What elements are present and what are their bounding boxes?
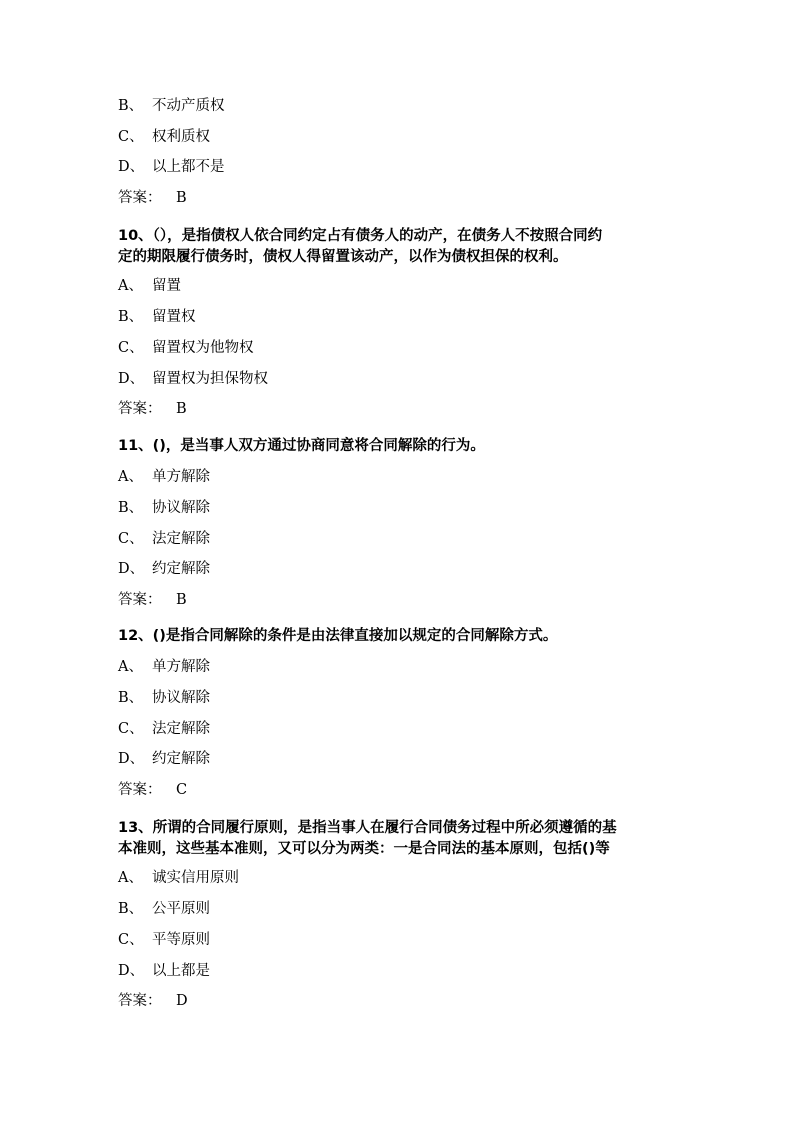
option-letter: C、: [118, 932, 144, 948]
option-d: [118, 961, 210, 981]
option-letter: A、: [118, 870, 143, 886]
option-letter: B、: [118, 309, 144, 325]
option-d: [118, 157, 225, 177]
option-letter: D、: [118, 561, 145, 577]
answer-label: 答案：: [118, 993, 162, 1009]
answer-label: 答案：: [118, 592, 162, 608]
option-text: 法定解除: [152, 531, 210, 547]
option-c: [118, 127, 210, 147]
option-letter: B、: [118, 901, 144, 917]
question-10-line-1: 10、（），是指债权人依合同约定占有债务人的动产，在债务人不按照合同约: [118, 228, 603, 244]
answer-line: [118, 399, 187, 419]
option-text: 留置权为担保物权: [152, 371, 268, 387]
answer-value: B: [176, 401, 187, 417]
question-11-line-1: 11、()，是当事人双方通过协商同意将合同解除的行为。: [118, 438, 485, 454]
answer-line: [118, 188, 187, 208]
option-text: 约定解除: [152, 751, 210, 767]
option-letter: D、: [118, 751, 145, 767]
option-letter: C、: [118, 129, 144, 145]
option-letter: D、: [118, 159, 145, 175]
option-letter: A、: [118, 469, 143, 485]
question-10-line-2: 定的期限履行债务时，债权人得留置该动产，以作为债权担保的权利。: [118, 249, 568, 265]
option-d: [118, 559, 210, 579]
option-b: [118, 96, 225, 116]
option-d: [118, 749, 210, 769]
option-a: [118, 276, 181, 296]
option-c: [118, 529, 210, 549]
option-letter: B、: [118, 690, 144, 706]
option-letter: B、: [118, 500, 144, 516]
answer-value: B: [176, 190, 187, 206]
option-a: [118, 868, 239, 888]
answer-value: B: [176, 592, 187, 608]
option-text: 公平原则: [152, 901, 210, 917]
answer-line: [118, 991, 188, 1011]
option-letter: C、: [118, 340, 144, 356]
question-13-line-2: 本准则，这些基本准则，又可以分为两类：一是合同法的基本原则，包括()等: [118, 841, 610, 857]
option-text: 单方解除: [152, 659, 210, 675]
answer-label: 答案：: [118, 401, 162, 417]
answer-line: [118, 780, 187, 800]
option-text: 留置权: [152, 309, 196, 325]
option-text: 协议解除: [152, 500, 210, 516]
question-13-line-1: 13、所谓的合同履行原则，是指当事人在履行合同债务过程中所必须遵循的基: [118, 820, 617, 836]
option-letter: C、: [118, 531, 144, 547]
question-12-line-1: 12、()是指合同解除的条件是由法律直接加以规定的合同解除方式。: [118, 628, 558, 644]
option-text: 留置权为他物权: [152, 340, 254, 356]
answer-value: C: [176, 782, 188, 798]
option-text: 平等原则: [152, 932, 210, 948]
option-text: 协议解除: [152, 690, 210, 706]
option-letter: D、: [118, 963, 145, 979]
answer-line: [118, 590, 187, 610]
option-c: [118, 338, 254, 358]
option-text: 不动产质权: [152, 98, 225, 114]
option-letter: A、: [118, 659, 143, 675]
option-c: [118, 930, 210, 950]
answer-label: 答案：: [118, 190, 162, 206]
option-text: 以上都是: [152, 963, 210, 979]
answer-label: 答案：: [118, 782, 162, 798]
option-text: 约定解除: [152, 561, 210, 577]
option-c: [118, 719, 210, 739]
option-text: 诚实信用原则: [152, 870, 239, 886]
option-text: 法定解除: [152, 721, 210, 737]
option-letter: A、: [118, 278, 143, 294]
option-b: [118, 498, 210, 518]
option-b: [118, 688, 210, 708]
option-letter: D、: [118, 371, 145, 387]
option-a: [118, 467, 210, 487]
option-a: [118, 657, 210, 677]
option-letter: C、: [118, 721, 144, 737]
option-text: 留置: [152, 278, 181, 294]
option-text: 单方解除: [152, 469, 210, 485]
option-b: [118, 307, 196, 327]
answer-value: D: [176, 993, 188, 1009]
option-text: 以上都不是: [152, 159, 225, 175]
option-letter: B、: [118, 98, 144, 114]
option-text: 权利质权: [152, 129, 210, 145]
option-d: [118, 369, 268, 389]
option-b: [118, 899, 210, 919]
